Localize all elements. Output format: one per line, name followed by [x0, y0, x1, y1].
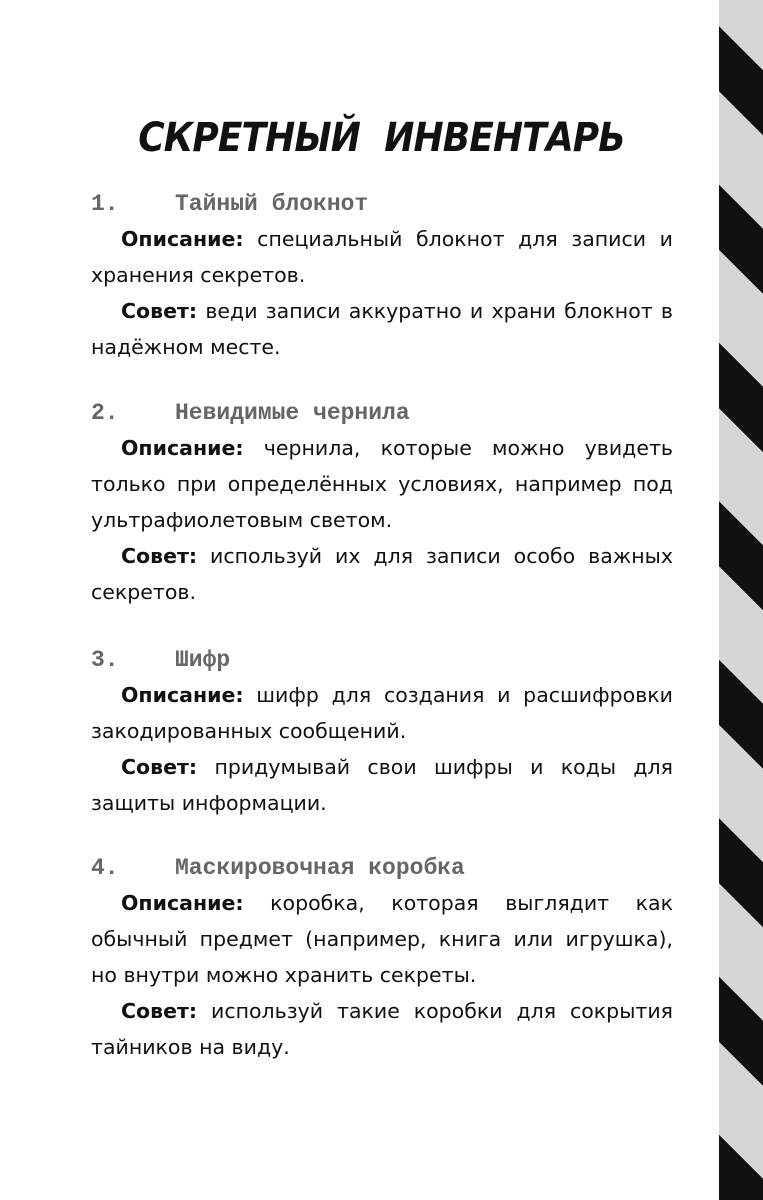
tip-label: Совет:	[121, 299, 198, 323]
description-label: Описание:	[121, 891, 244, 915]
inventory-item	[91, 396, 673, 610]
inventory-item	[91, 851, 673, 1065]
inventory-item	[91, 187, 673, 365]
item-number: 4.	[91, 855, 119, 881]
item-number: 1.	[91, 191, 119, 217]
description-text: чернила, которые можно увидеть только при определённых условиях, например под ультрафиолетовым светом.	[91, 436, 673, 532]
description-text: специальный блокнот для записи и хранения секретов.	[91, 227, 673, 287]
item-heading	[91, 851, 673, 885]
item-description	[91, 221, 673, 293]
item-description	[91, 677, 673, 749]
item-tip	[91, 993, 673, 1065]
item-name: Шифр	[175, 647, 231, 673]
item-heading	[91, 643, 673, 677]
item-number: 2.	[91, 400, 119, 426]
tip-label: Совет:	[121, 755, 198, 779]
tip-label: Совет:	[121, 999, 198, 1023]
tip-text: используй их для записи особо важных секретов.	[91, 544, 673, 604]
description-label: Описание:	[121, 683, 244, 707]
description-text: шифр для создания и расшифровки закодированных сообщений.	[91, 683, 673, 743]
description-label: Описание:	[121, 227, 244, 251]
decorative-stripe-border	[719, 0, 763, 1200]
description-text: коробка, которая выглядит как обычный предмет (например, книга или игрушка), но внутри можно хранить секреты.	[91, 891, 673, 987]
item-description	[91, 885, 673, 993]
tip-text: придумывай свои шифры и коды для защиты информации.	[91, 755, 673, 815]
item-tip	[91, 538, 673, 610]
item-name: Маскировочная коробка	[175, 855, 465, 881]
item-tip	[91, 749, 673, 821]
item-name: Невидимые чернила	[175, 400, 410, 426]
item-number: 3.	[91, 647, 119, 673]
item-heading	[91, 396, 673, 430]
item-name: Тайный блокнот	[175, 191, 369, 217]
tip-text: веди записи аккуратно и храни блокнот в надёжном месте.	[91, 299, 673, 359]
description-label: Описание:	[121, 436, 244, 460]
tip-text: используй такие коробки для сокрытия тайников на виду.	[91, 999, 673, 1059]
inventory-item	[91, 643, 673, 821]
tip-label: Совет:	[121, 544, 198, 568]
item-heading	[91, 187, 673, 221]
page-title: СКРЕТНЫЙ ИНВЕНТАРЬ	[138, 114, 625, 161]
item-tip	[91, 293, 673, 365]
item-description	[91, 430, 673, 538]
